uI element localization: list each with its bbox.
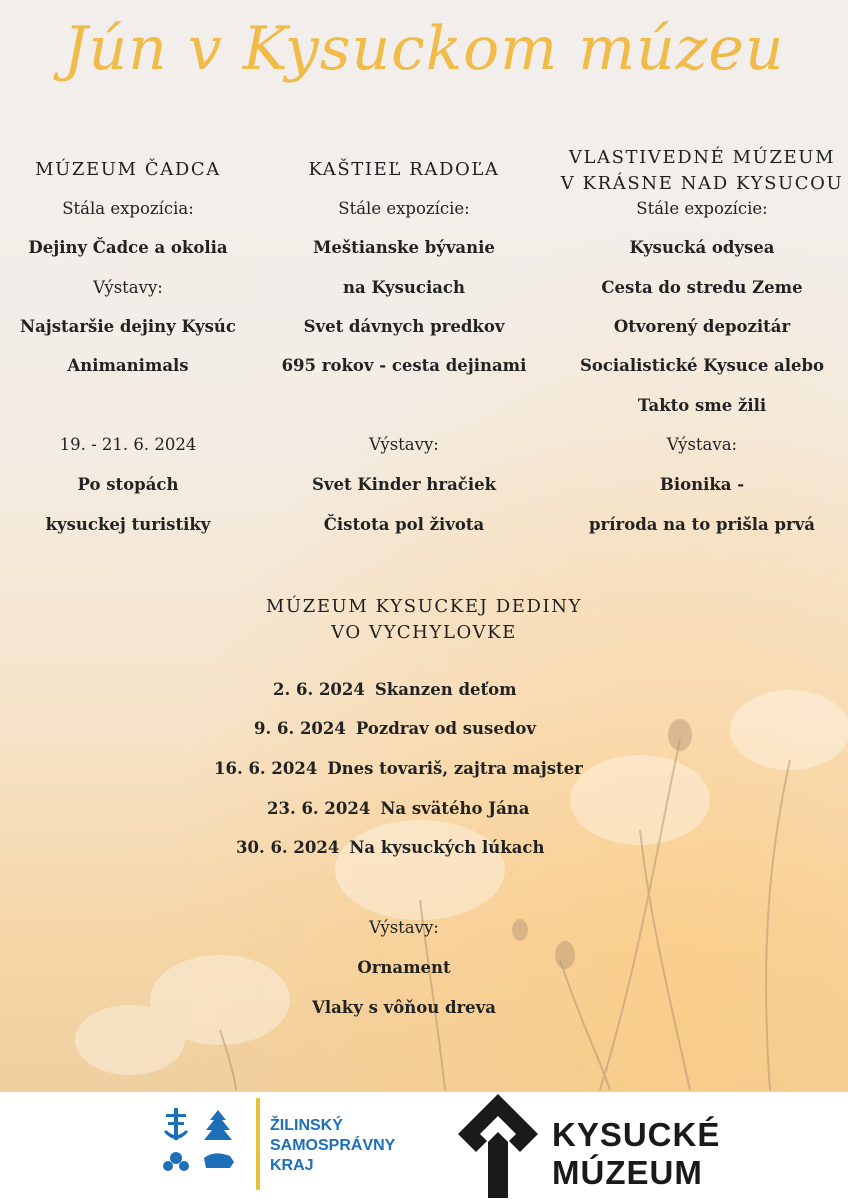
schedule-row [273,680,517,699]
exhibit-item: Vlaky s vôňou dreva [312,998,496,1017]
exhibit-item: na Kysuciach [343,278,465,297]
exhibit-item: Svet Kinder hračiek [311,475,497,494]
exhibit-item: Čistota pol života [323,515,485,534]
zsk-line-3: KRAJ [270,1157,314,1174]
schedule-event: Pozdrav od susedov [355,719,536,738]
schedule-row [267,799,529,818]
column-header-line-1: VLASTIVEDNÉ MÚZEUM [568,147,836,168]
exhibit-item: Takto sme žili [637,396,767,415]
label-exhibitions: Výstavy: [369,435,439,454]
exhibit-item: Kysucká odysea [629,238,775,257]
schedule-row [236,838,544,857]
exhibit-item: Otvorený depozitár [613,317,791,336]
column-header-line-2: V KRÁSNE NAD KYSUCOU [560,173,844,194]
exhibit-item: Bionika - [659,475,745,494]
km-line-1: KYSUCKÉ [552,1116,721,1153]
event-date: 19. - 21. 6. 2024 [59,435,197,454]
exhibit-item: Socialistické Kysuce alebo [579,356,825,375]
label-permanent: Stála expozícia: [62,199,194,218]
column-muzeum-cadca [0,158,256,548]
exhibit-item: Svet dávnych predkov [303,317,505,336]
exhibit-item: Animanimals [67,356,189,375]
schedule-event: Na kysuckých lúkach [349,838,545,857]
section-muzeum-kysuckej-dediny [186,595,662,655]
schedule-date: 2. 6. 2024 [273,680,365,699]
kysucke-muzeum-name [552,1116,720,1192]
schedule-event: Skanzen deťom [374,680,517,699]
schedule-event: Na svätého Jána [380,799,530,818]
exhibit-item: Cesta do stredu Zeme [601,278,803,297]
schedule-date: 9. 6. 2024 [254,719,346,738]
label-permanent: Stále expozície: [636,199,768,218]
exhibit-item: 695 rokov - cesta dejinami [281,356,527,375]
exhibit-item: Dejiny Čadce a okolia [28,238,228,257]
zsk-line-2: SAMOSPRÁVNY [270,1137,396,1154]
footer [0,1092,848,1200]
column-vlastivedne-muzeum [556,146,848,546]
label-exhibitions: Výstavy: [93,278,163,297]
label-exhibition: Výstava: [666,435,738,454]
schedule-date: 30. 6. 2024 [236,838,340,857]
event-item: kysuckej turistiky [45,515,211,534]
column-kastiel-radola [270,158,538,548]
zsk-coat-of-arms-icon [160,1106,250,1186]
exhibit-item: Najstaršie dejiny Kysúc [20,317,236,336]
village-exhibitions [254,917,554,1027]
section-header-line-2: VO VYCHYLOVKE [331,622,517,643]
schedule-date: 16. 6. 2024 [214,759,318,778]
schedule-event: Dnes tovariš, zajtra majster [327,759,583,778]
page-title: Jún v Kysuckom múzeu [63,14,785,84]
column-header: KAŠTIEĽ RADOĽA [308,159,500,180]
schedule-row [214,759,583,778]
zsk-name [270,1116,395,1176]
zsk-accent-bar [256,1098,260,1190]
km-line-2: MÚZEUM [552,1154,703,1191]
schedule-row [254,719,536,738]
event-item: Po stopách [77,475,179,494]
kysucke-muzeum-logo-icon [458,1094,538,1198]
zsk-line-1: ŽILINSKÝ [270,1117,343,1134]
section-header-line-1: MÚZEUM KYSUCKEJ DEDINY [265,596,583,617]
exhibit-item: Meštianske bývanie [313,238,495,257]
label-permanent: Stále expozície: [338,199,470,218]
exhibit-item: Ornament [357,958,451,977]
exhibit-item: príroda na to prišla prvá [589,515,815,534]
label-exhibitions: Výstavy: [369,918,439,937]
schedule-date: 23. 6. 2024 [267,799,371,818]
column-header: MÚZEUM ČADCA [35,159,221,180]
